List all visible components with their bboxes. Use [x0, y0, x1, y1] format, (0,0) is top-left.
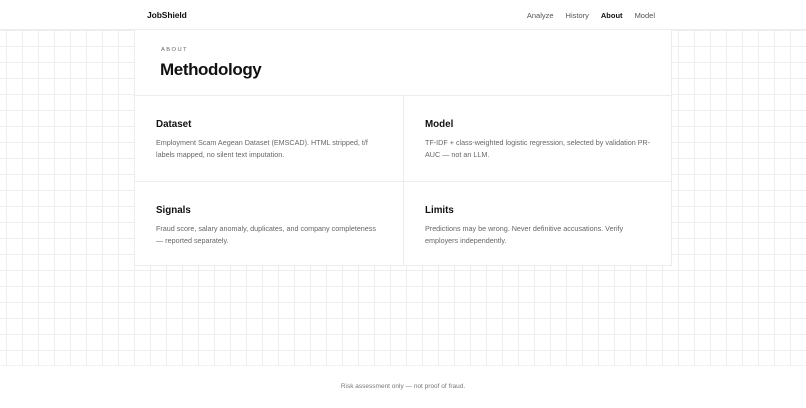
top-navbar [0, 0, 806, 30]
section-body: TF-IDF + class-weighted logistic regression, selected by validation PR-AUC — not an LLM. [425, 138, 651, 159]
nav-link-history[interactable]: History [565, 11, 589, 20]
card-header [135, 30, 671, 96]
section-title: Signals [156, 205, 191, 216]
signals-section [135, 181, 403, 265]
methodology-grid [135, 96, 671, 265]
limits-section [403, 181, 672, 265]
section-eyebrow: ABOUT [161, 47, 188, 53]
model-section [403, 96, 672, 181]
nav-link-analyze[interactable]: Analyze [526, 11, 554, 20]
page-title: Methodology [160, 60, 262, 79]
section-title: Model [425, 119, 454, 130]
main-nav [527, 11, 655, 20]
section-body: Employment Scam Aegean Dataset (EMSCAD). HTML stripped, t/f labels mapped, no silent text imputation. [156, 138, 368, 159]
section-title: Dataset [156, 119, 192, 130]
brand-logo-text[interactable]: JobShield [147, 10, 187, 20]
dataset-section [135, 96, 403, 181]
nav-link-model[interactable]: Model [634, 11, 655, 20]
section-title: Limits [425, 205, 454, 216]
methodology-card [134, 30, 672, 266]
section-body: Fraud score, salary anomaly, duplicates, and company completeness — reported separately. [156, 224, 376, 245]
footer-disclaimer: Risk assessment only — not proof of fraud. [340, 383, 466, 390]
page-footer [0, 365, 806, 408]
nav-link-about[interactable]: About [600, 11, 623, 20]
section-body: Predictions may be wrong. Never definitive accusations. Verify employers independently. [425, 224, 624, 245]
